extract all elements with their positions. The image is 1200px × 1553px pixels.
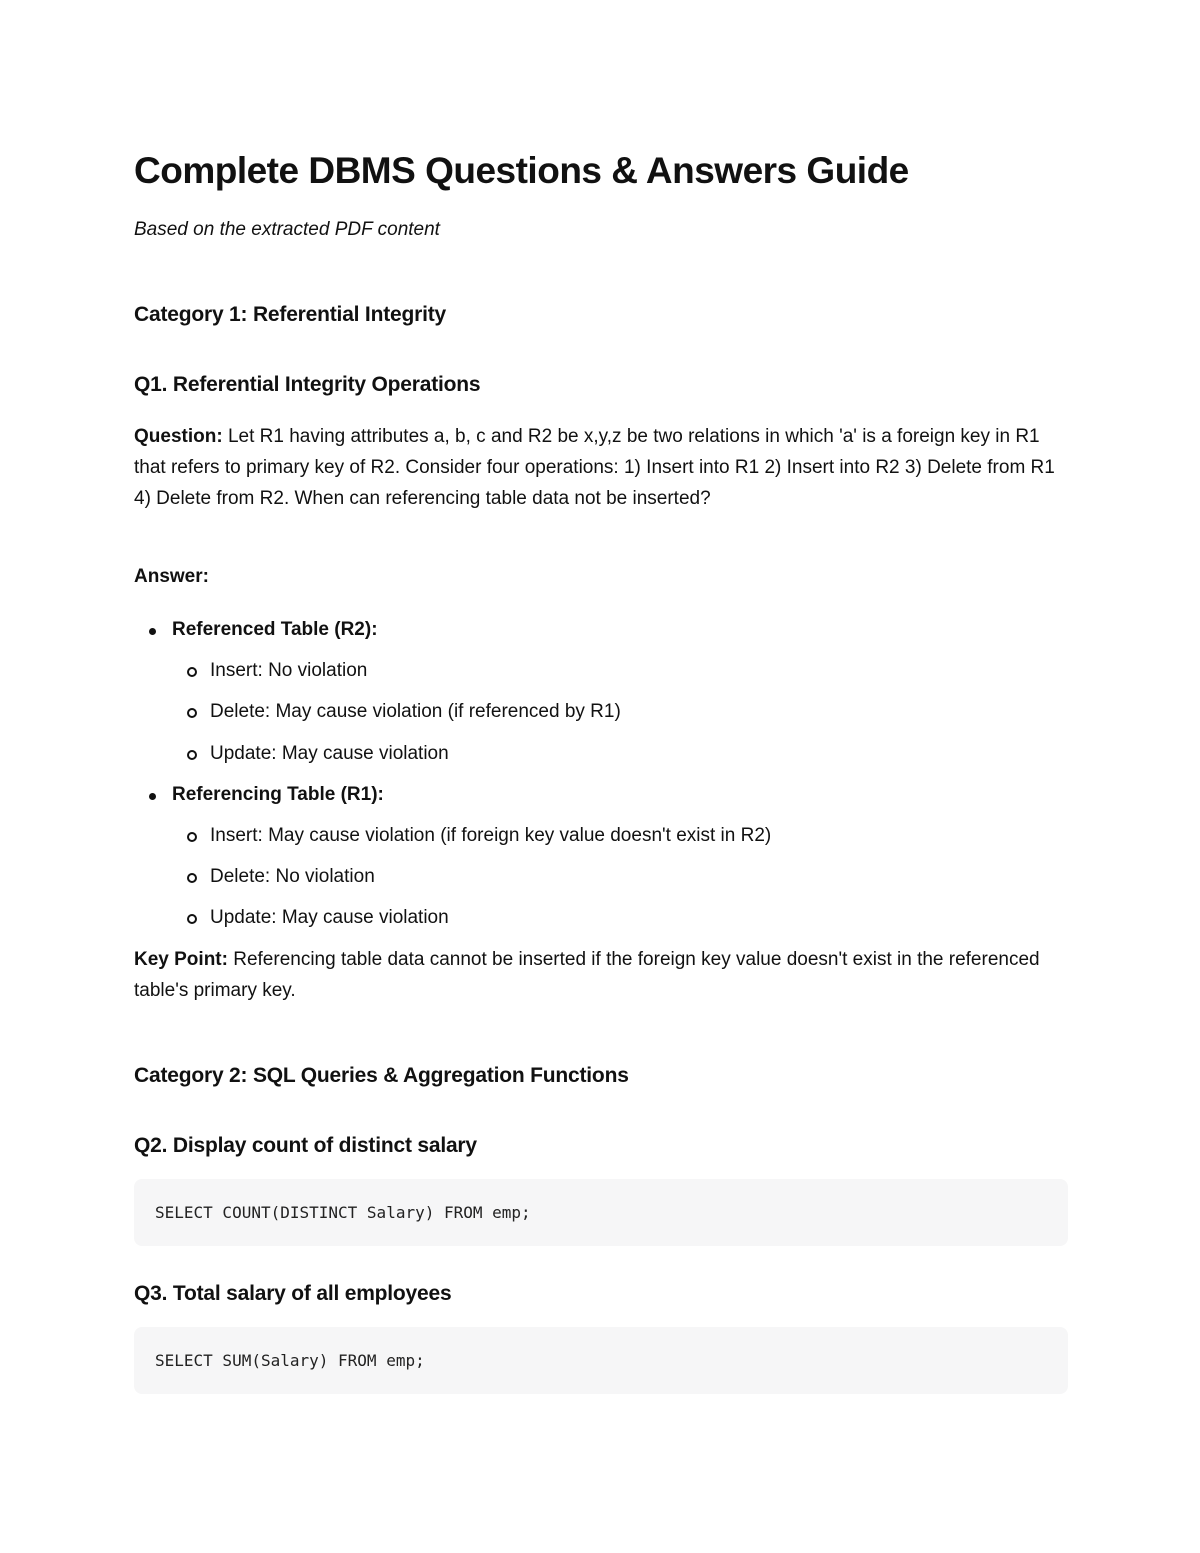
q2-heading: Q2. Display count of distinct salary xyxy=(134,1134,477,1157)
answer-label: Answer: xyxy=(134,566,209,587)
list-item-referencing-table: Referencing Table (R1): xyxy=(172,784,384,805)
key-point xyxy=(134,944,1068,1006)
list-subitem: Insert: No violation xyxy=(210,660,368,681)
question-label: Question: xyxy=(134,426,223,447)
document-subtitle: Based on the extracted PDF content xyxy=(134,219,440,240)
list-subitem: Update: May cause violation xyxy=(210,907,449,928)
q3-code-block: SELECT SUM(Salary) FROM emp; xyxy=(134,1327,1068,1394)
q1-heading: Q1. Referential Integrity Operations xyxy=(134,373,481,396)
list-subitem: Update: May cause violation xyxy=(210,743,449,764)
category-2-heading: Category 2: SQL Queries & Aggregation Functions xyxy=(134,1064,629,1087)
key-point-text: Referencing table data cannot be inserted if the foreign key value doesn't exist in the referenced table's primary key. xyxy=(134,949,1040,1001)
document-title: Complete DBMS Questions & Answers Guide xyxy=(134,150,909,191)
list-item-referenced-table: Referenced Table (R2): xyxy=(172,619,378,640)
list-subitem: Insert: May cause violation (if foreign key value doesn't exist in R2) xyxy=(210,825,772,846)
category-1-heading: Category 1: Referential Integrity xyxy=(134,303,446,326)
q2-code-block: SELECT COUNT(DISTINCT Salary) FROM emp; xyxy=(134,1179,1068,1246)
list-subitem: Delete: May cause violation (if referenced by R1) xyxy=(210,701,621,722)
list-subitem: Delete: No violation xyxy=(210,866,375,887)
q3-heading: Q3. Total salary of all employees xyxy=(134,1282,452,1305)
key-point-label: Key Point: xyxy=(134,949,228,970)
question-text: Let R1 having attributes a, b, c and R2 be x,y,z be two relations in which 'a' is a foreign key in R1 that refers to primary key of R2. Consider four operations: 1) Insert into R1 2) Insert into R2 3) Delete from R1 4) Delete from R2. When can referencing table data not be inserted? xyxy=(134,426,1055,509)
q1-question xyxy=(134,421,1068,514)
